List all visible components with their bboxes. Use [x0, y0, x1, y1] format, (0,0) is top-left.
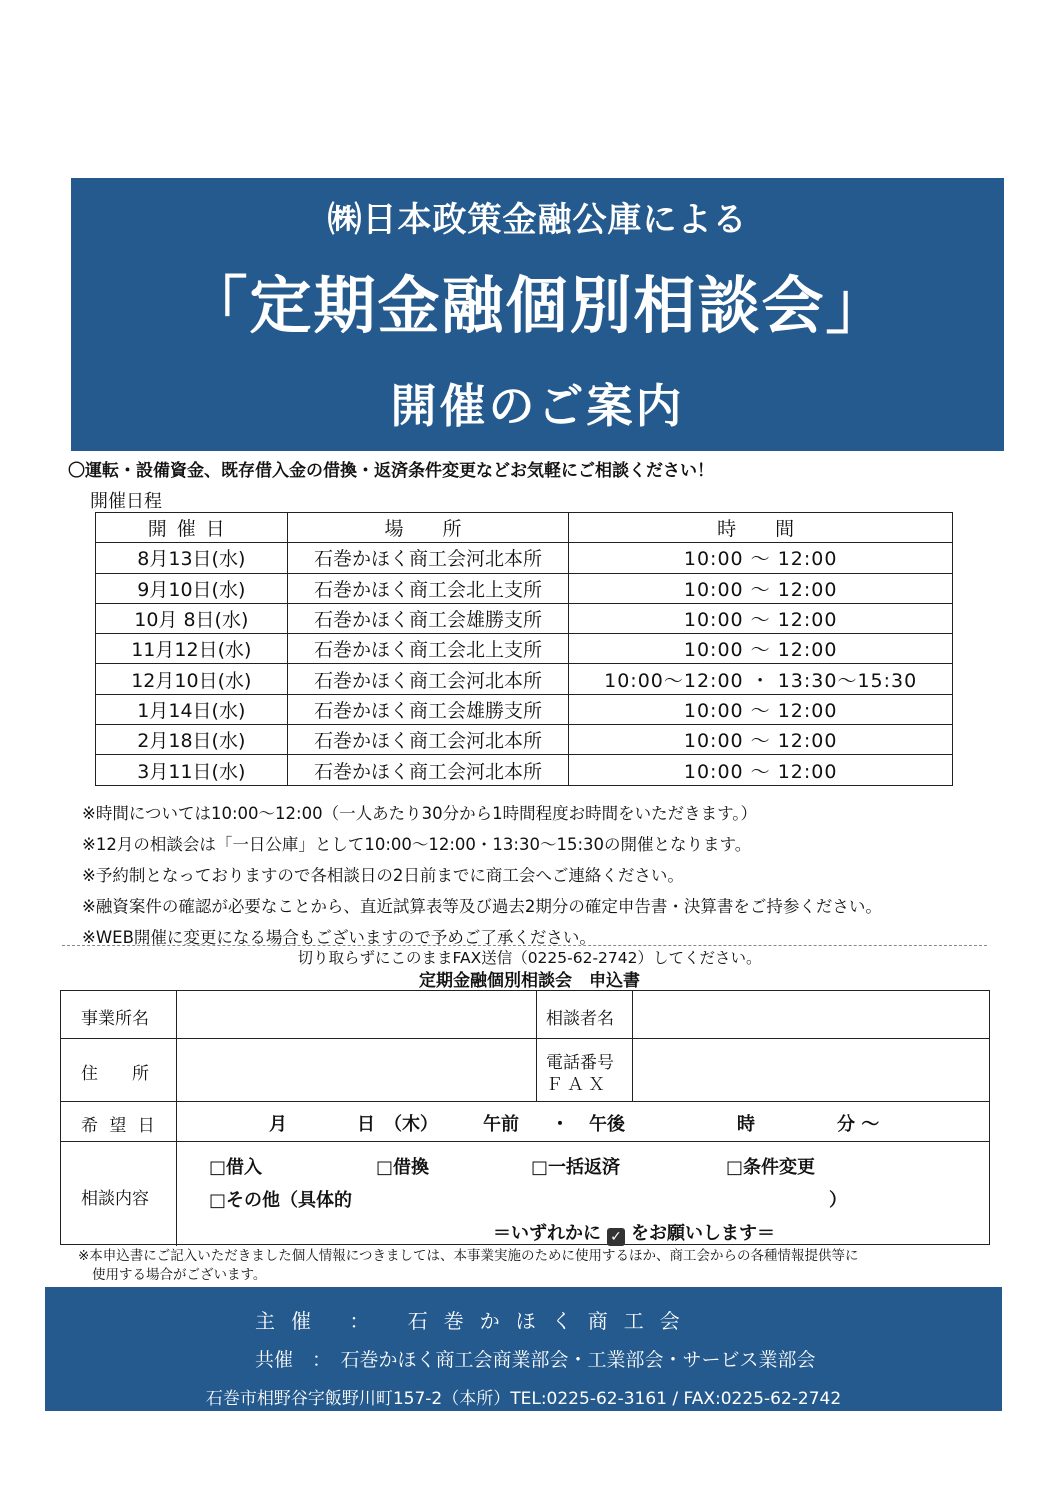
hour-label: 時 [737, 1114, 755, 1135]
note-item: ※時間については10:00～12:00（一人あたり30分から1時間程度お時間をいただきます。） [82, 804, 758, 823]
label-address: 住 所 [81, 1064, 149, 1084]
cell-place: 石巻かほく商工会河北本所 [287, 725, 569, 755]
table-row [96, 694, 953, 724]
cell-time: 10:00 ～ 12:00 [569, 634, 953, 664]
note-item: ※融資案件の確認が必要なことから、直近試算表等及び過去2期分の確定申告書・決算書をご持参ください。 [82, 897, 882, 916]
cell-place: 石巻かほく商工会雄勝支所 [287, 603, 569, 633]
cell-place: 石巻かほく商工会北上支所 [287, 634, 569, 664]
checkbox-other[interactable]: □その他（具体的 [209, 1190, 353, 1211]
instruction-pre: ＝いずれかに [493, 1223, 601, 1244]
table-row [96, 755, 953, 785]
cell-date: 3月11日(水) [96, 755, 288, 785]
cell-time: 10:00 ～ 12:00 [569, 694, 953, 724]
application-form [60, 990, 990, 1245]
minute-label: 分 ～ [837, 1114, 880, 1135]
weekday-label: （木） [384, 1114, 438, 1135]
banner-title: 「定期金融個別相談会」 [185, 269, 890, 342]
am-option[interactable]: 午前 [483, 1114, 519, 1135]
day-label: 日 [357, 1114, 375, 1135]
pm-option[interactable]: 午後 [589, 1114, 625, 1135]
schedule-label: 開催日程 [90, 491, 162, 512]
cell-date: 2月18日(水) [96, 725, 288, 755]
footer-address: 石巻市相野谷字飯野川町157-2（本所）TEL:0225-62-3161 / FAX:0225-62-2742 [205, 1389, 842, 1409]
table-row [96, 603, 953, 633]
checkmark-icon: ✓ [607, 1228, 625, 1246]
banner-subtitle: 開催のご案内 [390, 379, 685, 433]
close-paren: ） [829, 1190, 847, 1211]
cell-time: 10:00 ～ 12:00 [569, 573, 953, 603]
note-item: ※予約制となっておりますので各相談日の2日前までに商工会へご連絡ください。 [82, 866, 684, 885]
table-row [96, 634, 953, 664]
cell-place: 石巻かほく商工会河北本所 [287, 664, 569, 694]
address-field[interactable] [178, 1040, 535, 1100]
consultant-name-field[interactable] [634, 991, 989, 1037]
label-fax: ＦＡＸ [546, 1075, 609, 1095]
label-consultant-name: 相談者名 [546, 1009, 614, 1029]
table-row [96, 573, 953, 603]
business-name-field[interactable] [178, 991, 535, 1037]
label-phone: 電話番号 [546, 1053, 614, 1073]
label-desired-date: 希 望 日 [81, 1116, 158, 1136]
footer-host: 主催 ： 石巻かほく商工会 [255, 1309, 696, 1333]
checkbox-borrow[interactable]: □借入 [209, 1157, 263, 1178]
intro-text: 〇運転・設備資金、既存借入金の借換・返済条件変更などお気軽にご相談ください！ [68, 461, 714, 481]
header-place: 場 所 [287, 513, 569, 543]
title-banner [71, 178, 1004, 451]
cell-place: 石巻かほく商工会河北本所 [287, 755, 569, 785]
separator-dot: ・ [551, 1114, 569, 1135]
cell-date: 11月12日(水) [96, 634, 288, 664]
form-divider [536, 991, 537, 1101]
table-header-row [96, 513, 953, 543]
table-row [96, 725, 953, 755]
notes-list [82, 798, 882, 953]
checkbox-terms-change[interactable]: □条件変更 [726, 1157, 816, 1178]
form-divider [176, 991, 177, 1246]
form-divider [61, 1038, 989, 1039]
month-label: 月 [269, 1114, 287, 1135]
form-divider [632, 991, 633, 1101]
phone-fax-field[interactable] [634, 1040, 989, 1100]
privacy-line: 使用する場合がございます。 [92, 1267, 267, 1283]
table-row [96, 664, 953, 694]
table-row [96, 543, 953, 573]
label-consultation-content: 相談内容 [81, 1189, 149, 1209]
cell-date: 8月13日(水) [96, 543, 288, 573]
cell-date: 10月 8日(水) [96, 603, 288, 633]
schedule-table [95, 512, 953, 786]
privacy-notice [78, 1247, 859, 1285]
cell-place: 石巻かほく商工会河北本所 [287, 543, 569, 573]
form-title: 定期金融個別相談会 申込書 [419, 971, 640, 991]
instruction-line [493, 1219, 775, 1246]
footer-cohost: 共催 ： 石巻かほく商工会商業部会・工業部会・サービス業部会 [255, 1349, 816, 1371]
cell-date: 1月14日(水) [96, 694, 288, 724]
cell-time: 10:00 ～ 12:00 [569, 725, 953, 755]
cell-time: 10:00 ～ 12:00 [569, 543, 953, 573]
cell-place: 石巻かほく商工会雄勝支所 [287, 694, 569, 724]
note-item: ※WEB開催に変更になる場合もございますので予めご了承ください。 [82, 928, 596, 947]
header-time: 時 間 [569, 513, 953, 543]
cell-date: 12月10日(水) [96, 664, 288, 694]
instruction-post: をお願いします＝ [631, 1223, 775, 1244]
cell-time: 10:00 ～ 12:00 [569, 755, 953, 785]
footer-banner [45, 1287, 1002, 1411]
cell-date: 9月10日(水) [96, 573, 288, 603]
cell-time: 10:00～12:00 ・ 13:30～15:30 [569, 664, 953, 694]
label-business-name: 事業所名 [81, 1009, 149, 1029]
header-date: 開催日 [96, 513, 288, 543]
privacy-line: ※本申込書にご記入いただきました個人情報につきましては、本事業実施のために使用するほか、商工会からの各種情報提供等に [78, 1248, 859, 1264]
form-divider [61, 1101, 989, 1102]
banner-organizer: ㈱日本政策金融公庫による [327, 200, 748, 240]
note-item: ※12月の相談会は「一日公庫」として10:00～12:00・13:30～15:30の開催となります。 [82, 835, 752, 854]
cell-place: 石巻かほく商工会北上支所 [287, 573, 569, 603]
checkbox-lump-sum[interactable]: □一括返済 [531, 1157, 621, 1178]
form-divider [61, 1141, 989, 1142]
checkbox-refinance[interactable]: □借換 [376, 1157, 430, 1178]
cell-time: 10:00 ～ 12:00 [569, 603, 953, 633]
fax-instruction: 切り取らずにこのままFAX送信（0225-62-2742）してください。 [297, 949, 762, 967]
